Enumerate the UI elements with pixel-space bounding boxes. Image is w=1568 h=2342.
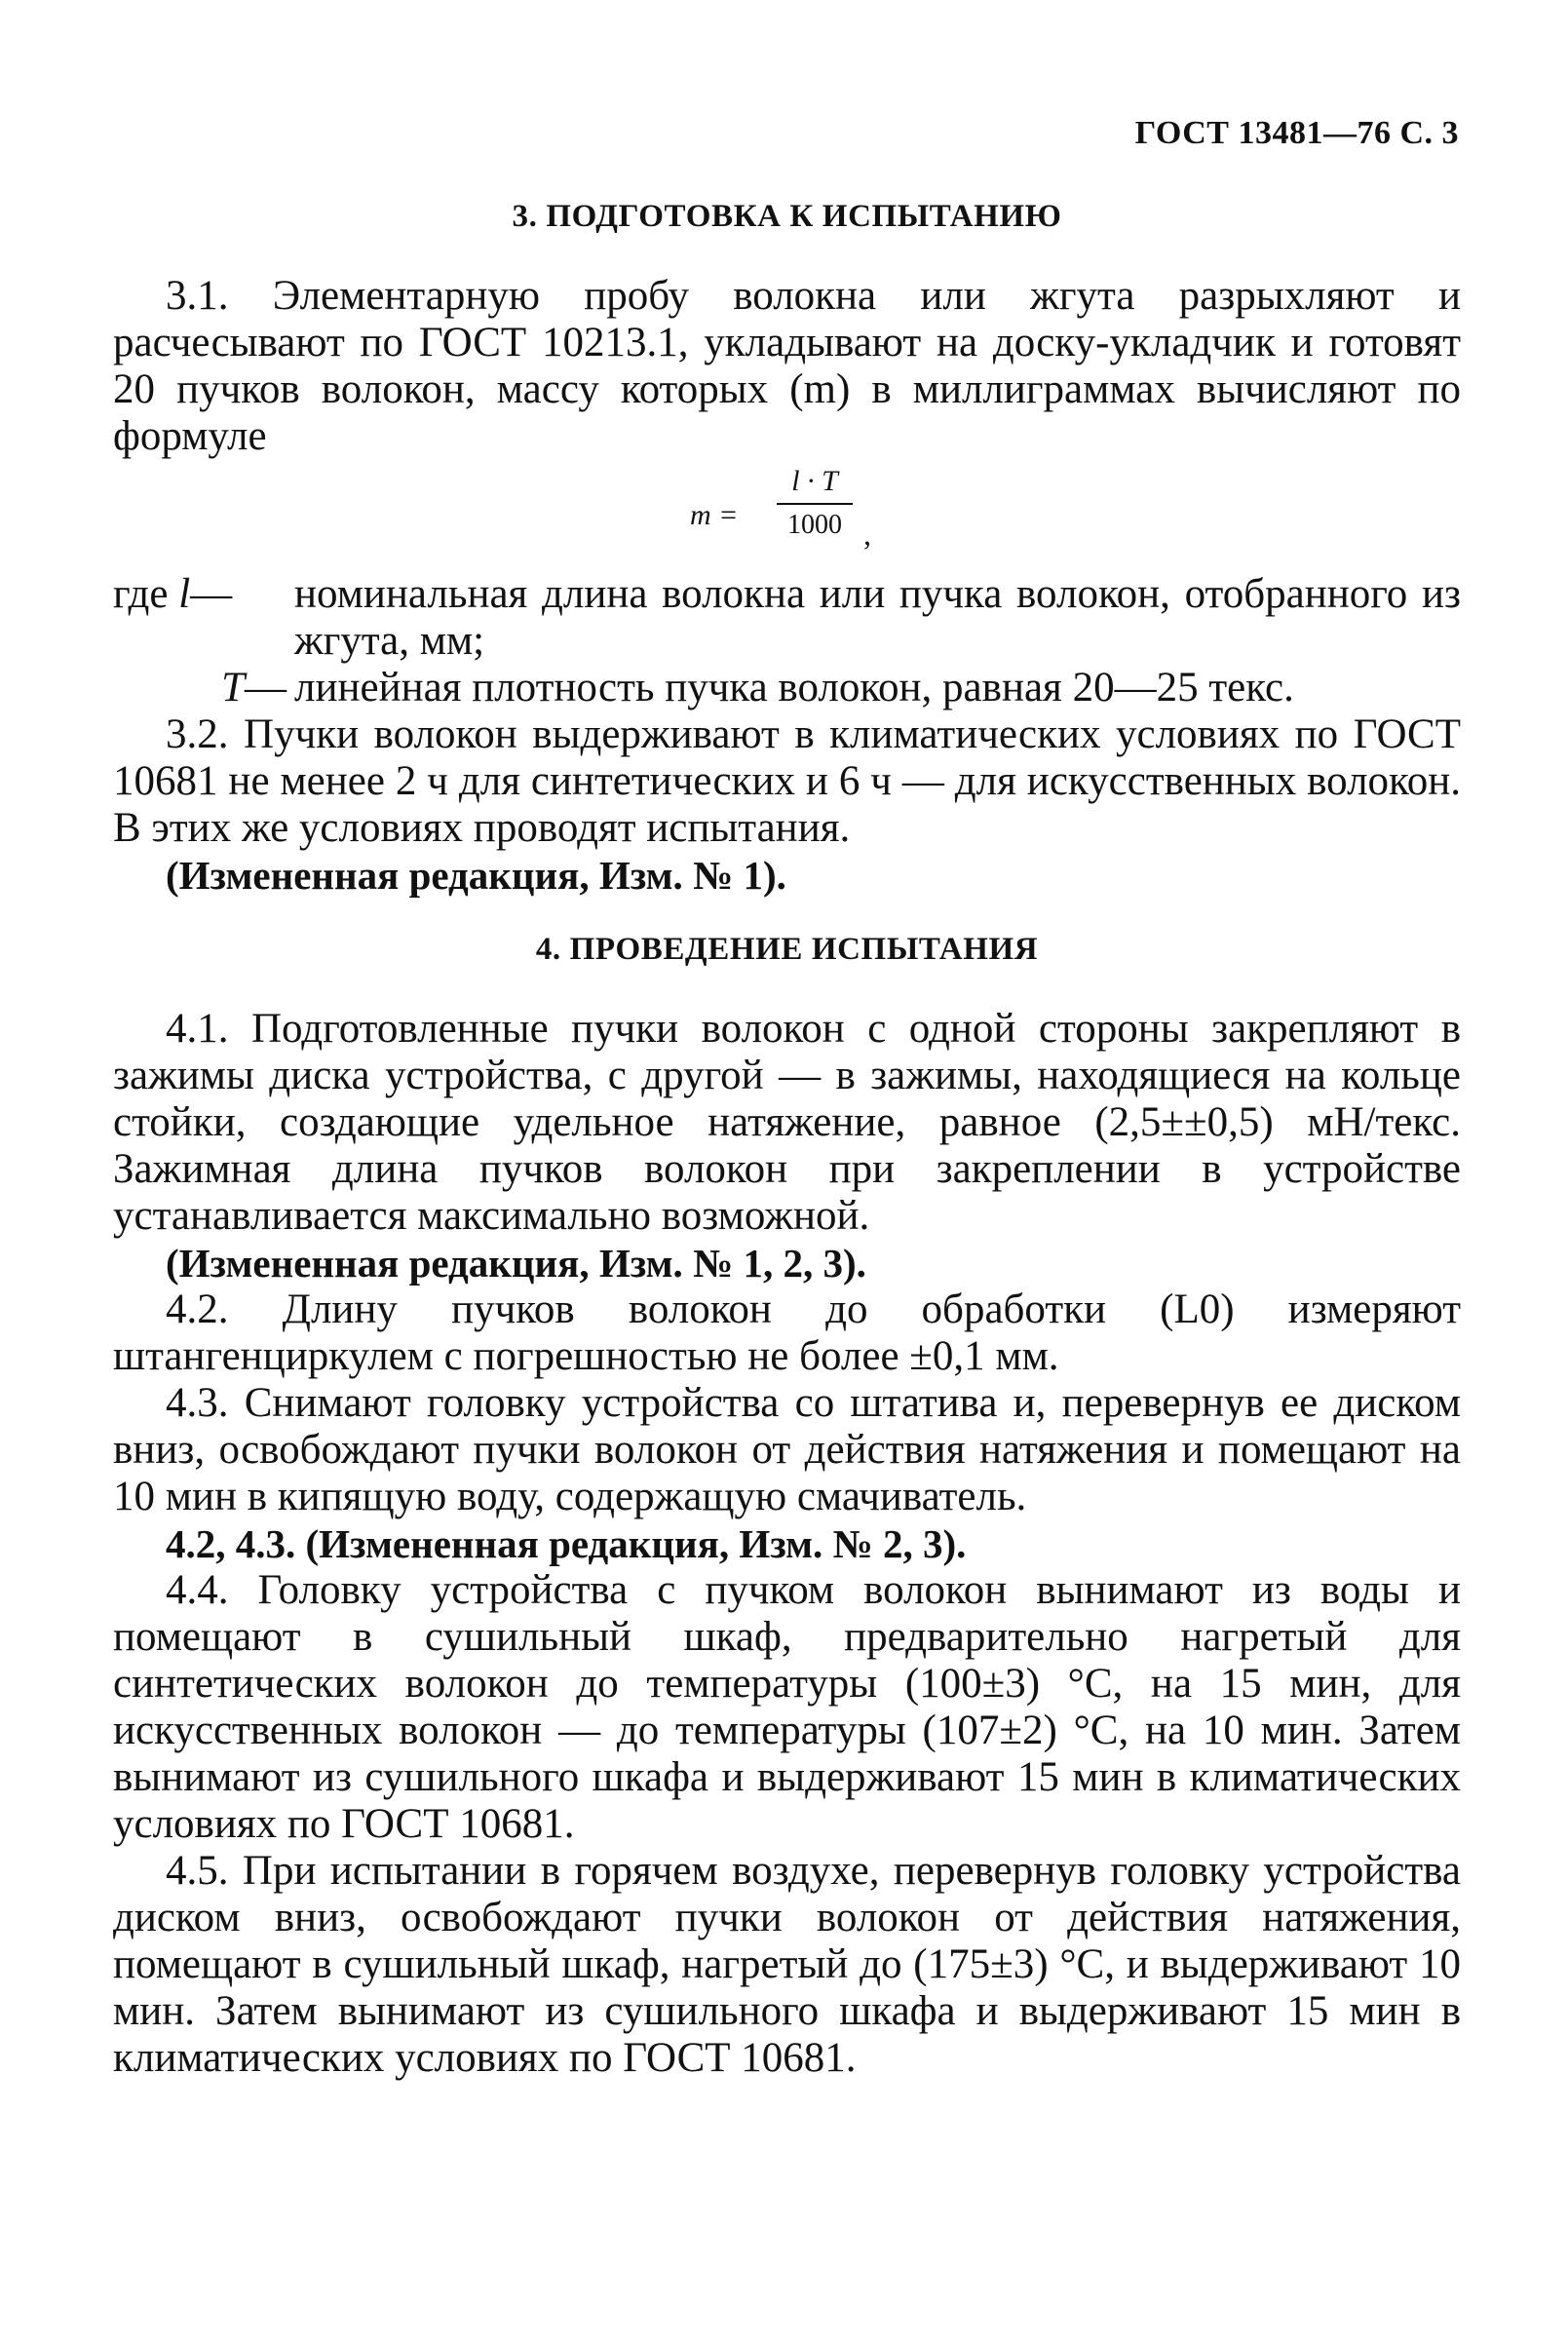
amendment-note-2: (Измененная редакция, Изм. № 1, 2, 3).: [166, 1241, 866, 1286]
formula-fraction: [771, 462, 859, 542]
paragraph-3-1: 3.1. Элементарную пробу волокна или жгута разрыхляют и расчесывают по ГОСТ 10213.1, укладывают на доску-укладчик и готовят 20 пучков волокон, массу которых (m) в миллиграммах вычисляют по формуле: [113, 273, 1461, 459]
definition-text: линейная плотность пучка волокон, равная 20—25 текс.: [294, 665, 1294, 710]
definition-text: номинальная длина волокна или пучка волокон, отобранного из жгута, мм;: [294, 571, 1461, 664]
formula-denominator: 1000: [787, 510, 842, 540]
symbol-t: T: [221, 665, 245, 710]
paragraph-3-2: 3.2. Пучки волокон выдерживают в климатических условиях по ГОСТ 10681 не менее 2 ч для синтетических и 6 ч — для искусственных волокон. В этих же условиях проводят испытания.: [113, 711, 1461, 851]
fraction-bar: [777, 503, 853, 505]
formula-lhs: m =: [690, 499, 739, 531]
definition-t: [113, 665, 1461, 711]
paragraph-4-5: 4.5. При испытании в горячем воздухе, перевернув головку устройства диском вниз, освобождают пучки волокон от действия натяжения, помещают в сушильный шкаф, нагретый до (175±3) °С, и выдерживают 10 мин. Затем вынимают из сушильного шкафа и выдерживают 15 мин в климатических условиях по ГОСТ 10681.: [113, 1848, 1461, 2081]
document-body: [113, 195, 1461, 2082]
formula-comma: ,: [863, 517, 871, 552]
paragraph-4-3: 4.3. Снимают головку устройства со штатива и, перевернув ее диском вниз, освобождают пучки волокон от действия натяжения и помещают на 10 мин в кипящую воду, содержащую смачиватель.: [113, 1380, 1461, 1519]
formula-numerator: l · T: [791, 465, 838, 497]
symbol-l: l: [178, 571, 191, 617]
section-3-heading: 3. ПОДГОТОВКА К ИСПЫТАНИЮ: [512, 199, 1062, 234]
paragraph-4-1: 4.1. Подготовленные пучки волокон с одной стороны закрепляют в зажимы диска устройства, с другой — в зажимы, находящиеся на кольце стойки, создающие удельное натяжение, равное (2,5±±0,5) мН/текс. Зажимная длина пучков волокон при закреплении в устройстве устанавливается максимально возможной.: [113, 1006, 1461, 1239]
section-4-heading: 4. ПРОВЕДЕНИЕ ИСПЫТАНИЯ: [535, 932, 1039, 967]
paragraph-4-4: 4.4. Головку устройства с пучком волокон вынимают из воды и помещают в сушильный шкаф, предварительно нагретый для синтетических волокон до температуры (100±3) °С, на 15 мин, для искусственных волокон — до температуры (107±2) °С, на 10 мин. Затем вынимают из сушильного шкафа и выдерживают 15 мин в климатических условиях по ГОСТ 10681.: [113, 1567, 1461, 1847]
amendment-note-3: 4.2, 4.3. (Измененная редакция, Изм. № 2, 3).: [166, 1521, 967, 1566]
amendment-note-1: (Измененная редакция, Изм. № 1).: [166, 853, 786, 898]
definition-l: [113, 571, 1461, 665]
running-header: ГОСТ 13481—76 С. 3: [1134, 115, 1459, 151]
mass-formula: [113, 462, 1461, 567]
definition-term: T—: [221, 665, 287, 710]
definition-term: где l—: [113, 571, 233, 617]
paragraph-4-2: 4.2. Длину пучков волокон до обработки (L0) измеряют штангенциркулем с погрешностью не более ±0,1 мм.: [113, 1286, 1461, 1379]
